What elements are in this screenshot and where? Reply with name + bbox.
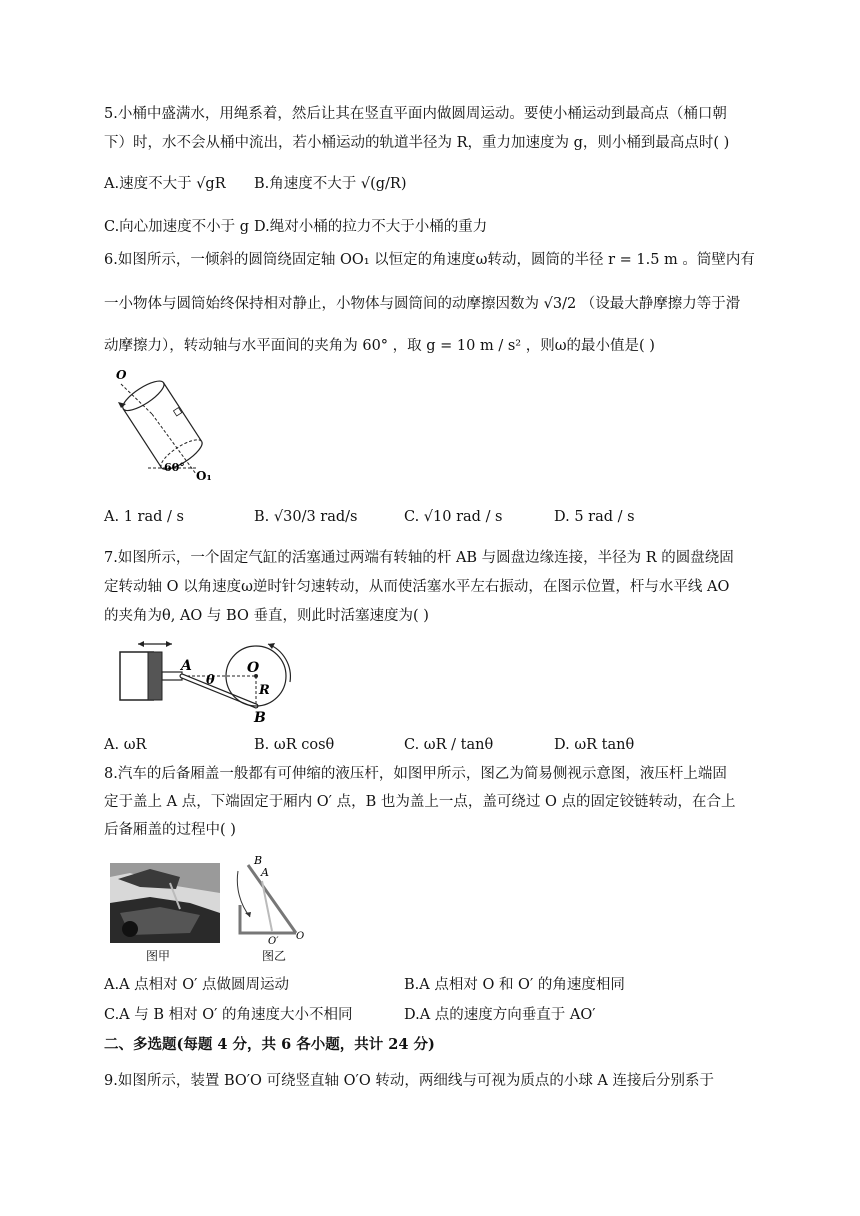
q5-option-d: D.绳对小桶的拉力不大于小桶的重力: [254, 219, 488, 235]
q8-fig-label-o-prime: O′: [268, 936, 279, 945]
q8-stem-line2: 定于盖上 A 点，下端固定于厢内 O′ 点，B 也为盖上一点，盖可绕过 O 点的固定铰链转动，在合上: [104, 794, 736, 810]
q7-option-d: D. ωR tanθ: [554, 737, 635, 753]
q8-fig-label-o: O: [296, 931, 305, 942]
q7-stem-line3: 的夹角为θ, AO 与 BO 垂直，则此时活塞速度为( ): [104, 608, 429, 624]
q7-option-b: B. ωR cosθ: [254, 737, 335, 753]
q7-fig-label-r: R: [259, 683, 270, 698]
q8-fig-label-b: B: [254, 854, 263, 867]
q7-fig-label-b: B: [254, 710, 266, 726]
q7-stem-line1: 7.如图所示，一个固定气缸的活塞通过两端有转轴的杆 AB 与圆盘边缘连接，半径为 R 的圆盘绕固: [104, 550, 734, 566]
q7-piston-figure: [118, 634, 308, 726]
q8-stem-line3: 后备厢盖的过程中( ): [104, 822, 236, 838]
q7-fig-label-a: A: [181, 658, 192, 674]
q9-stem-line1: 9.如图所示，装置 BO′O 可绕竖直轴 O′O 转动，两细线与可视为质点的小球 A 连接后分别系于: [104, 1073, 715, 1089]
q7-fig-label-theta: θ: [206, 673, 215, 688]
q8-option-c: C.A 与 B 相对 O′ 的角速度大小不相同: [104, 1007, 353, 1023]
q6-stem-line3: 动摩擦力），转动轴与水平面间的夹角为 60° ，取 g = 10 m / s² ，则ω的最小值是( ): [104, 338, 655, 354]
q6-fig-label-o: O: [116, 368, 127, 382]
q7-option-c: C. ωR / tanθ: [404, 737, 494, 753]
q7-stem-line2: 定转动轴 O 以角速度ω逆时针匀速转动，从而使活塞水平左右振动，在图示位置，杆与水平线 AO: [104, 579, 730, 595]
q6-option-d: D. 5 rad / s: [554, 509, 635, 525]
q6-stem-line1: 6.如图所示，一倾斜的圆筒绕固定轴 OO₁ 以恒定的角速度ω转动，圆筒的半径 r = 1.5 m 。筒壁内有: [104, 252, 755, 268]
q6-option-a: A. 1 rad / s: [104, 509, 184, 525]
q6-fig-label-o1: O₁: [196, 469, 212, 483]
q8-caption-yi: 图乙: [262, 949, 287, 963]
section-multiple-choice-title: 二、多选题(每题 4 分，共 6 各小题，共计 24 分): [104, 1036, 435, 1053]
q5-option-a: A.速度不大于 √gR: [104, 176, 226, 192]
q6-cylinder-figure: [108, 364, 218, 486]
q8-trunk-diagram: [214, 853, 310, 945]
q6-option-c: C. √10 rad / s: [404, 509, 503, 525]
q8-option-a: A.A 点相对 O′ 点做圆周运动: [104, 977, 290, 993]
q8-option-d: D.A 点的速度方向垂直于 AO′: [404, 1007, 596, 1023]
q6-stem-line2: 一小物体与圆筒始终保持相对静止，小物体与圆筒间的动摩擦因数为 √3/2 （设最大静摩擦力等于滑: [104, 296, 741, 312]
q8-fig-label-a: A: [261, 866, 269, 879]
q5-option-c: C.向心加速度不小于 g: [104, 219, 250, 235]
q6-fig-angle-label: 60°: [164, 461, 185, 474]
q7-fig-label-o: O: [247, 660, 260, 676]
q8-car-trunk-photo: [110, 863, 220, 943]
q8-stem-line1: 8.汽车的后备厢盖一般都有可伸缩的液压杆，如图甲所示，图乙为简易侧视示意图，液压杆上端固: [104, 766, 727, 782]
q6-option-b: B. √30/3 rad/s: [254, 509, 358, 525]
q7-option-a: A. ωR: [104, 737, 147, 753]
q5-option-b: B.角速度不大于 √(g/R): [254, 176, 407, 192]
q8-caption-jia: 图甲: [146, 949, 171, 963]
q8-option-b: B.A 点相对 O 和 O′ 的角速度相同: [404, 977, 625, 993]
q5-stem-line2: 下）时，水不会从桶中流出，若小桶运动的轨道半径为 R，重力加速度为 g，则小桶到最高点时( ): [104, 135, 730, 151]
q5-stem-line1: 5.小桶中盛满水，用绳系着，然后让其在竖直平面内做圆周运动。要使小桶运动到最高点（桶口朝: [104, 106, 727, 122]
